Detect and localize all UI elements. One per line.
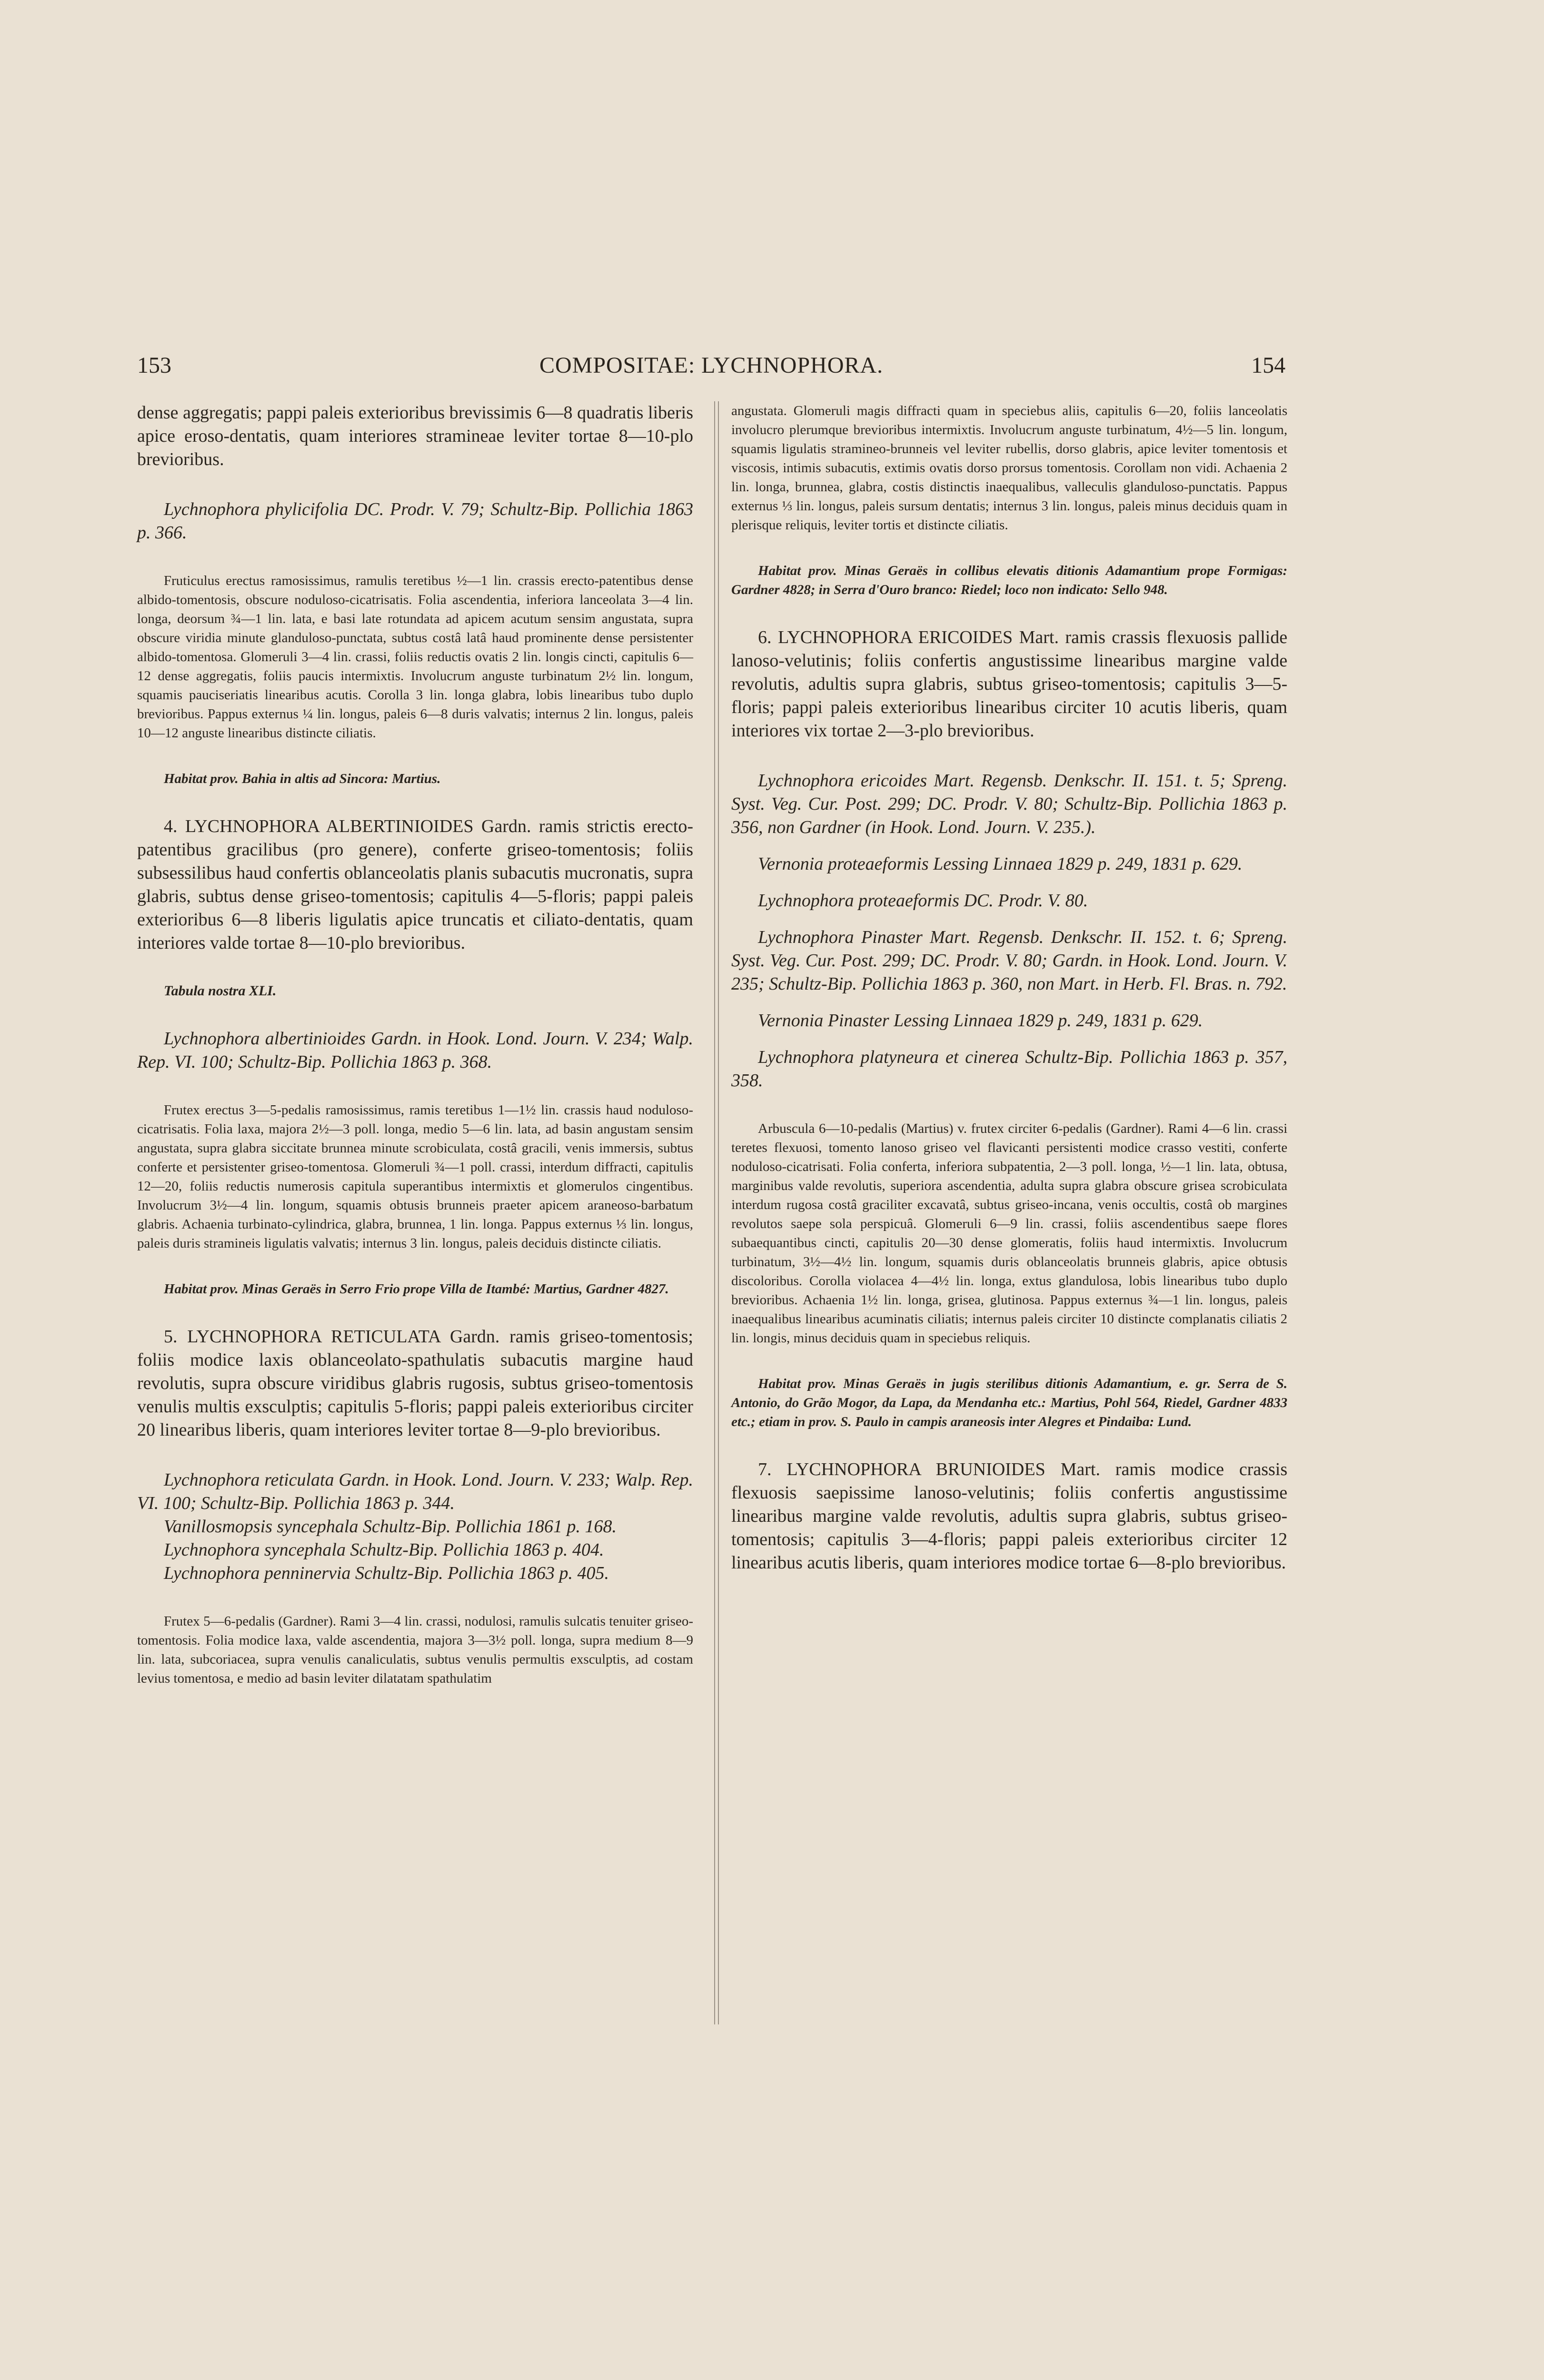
plate-reference: Tabula nostra XLI. <box>164 983 277 999</box>
habitat-note: Habitat prov. Minas Geraës in collibus elevatis ditionis Adamantium prope Formigas: Gardner 4828; in Serra d'Ouro branco: Riedel; loco non indicato: Sello 948. <box>731 563 1287 597</box>
species-description: Frutex erectus 3—5-pedalis ramosissimus, ramis teretibus 1—1½ lin. crassis haud noduloso-cicatrisatis. Folia laxa, majora 2½—3 poll. longa, medio 5—6 lin. lata, ad basin angustam sensim angustata, supra glabra siccitate brunnea minute scrobiculata, costâ gracili, venis immersis, subtus conferte et persistenter griseo-tomentosa. Glomeruli ¾—1 poll. crassi, interdum diffracti, capitulis 12—20, foliis reductis numerosis capitula superantibus intermixtis et glomerulos cingentibus. Involucrum 3½—4 lin. longum, squamis obtusis brunneis praeter apicem araneoso-barbatum glabris. Achaenia turbinato-cylindrica, glabra, brunnea, 1 lin. longa. Pappus externus ⅓ lin. longus, paleis duris stramineis ligulatis valvatis; internus 3 lin. longus, paleis deciduis distincte ciliatis. <box>137 1102 693 1251</box>
habitat-note: Habitat prov. Minas Geraës in Serro Frio prope Villa de Itambé: Martius, Gardner 4827. <box>164 1281 669 1297</box>
synonym-citation: Vernonia Pinaster Lessing Linnaea 1829 p. 249, 1831 p. 629. <box>758 1011 1203 1031</box>
species-diagnosis-4: 4. LYCHNOPHORA ALBERTINIOIDES Gardn. ramis strictis erecto-patentibus gracilibus (pro genere), conferte griseo-tomentosis; foliis subsessilibus haud confertis oblanceolatis planis subacutis mucronatis, supra glabris, subtus dense griseo-tomentosis; capitulis 4—5-floris; pappi paleis exterioribus 6—8 liberis ligulatis apice truncatis et ciliato-dentatis, quam interiores valde tortae 8—10-plo brevioribus. <box>137 816 693 953</box>
species-diagnosis-5: 5. LYCHNOPHORA RETICULATA Gardn. ramis griseo-tomentosis; foliis modice laxis oblanceolato-spathulatis subacutis margine haud revolutis, supra obscure viridibus glabris rugosis, subtus griseo-tomentosis venulis multis exsculptis; capitulis 5-floris; pappi paleis exterioribus circiter 20 linearibus liberis, quam interiores leviter tortae 8—9-plo brevioribus. <box>137 1327 693 1440</box>
species-description: Arbuscula 6—10-pedalis (Martius) v. frutex circiter 6-pedalis (Gardner). Rami 4—6 lin. crassi teretes flexuosi, tomento lanoso griseo vel flavicanti persistenti modice crasso vestiti, conferte noduloso-cicatrisati. Folia conferta, inferiora subpatentia, 2—3 poll. longa, ½—1 lin. lata, obtusa, marginibus valde revolutis, superiora ascendentia, adulta supra glabra obscure grisea scrobiculata interdum rugosa costâ graciliter excavatâ, subtus griseo-incana, venis occultis, costâ ob margines revolutos saepe sola perspicuâ. Glomeruli 6—9 lin. crassi, foliis ascendentibus saepe flores subaequantibus cincti, capitulis 20—30 dense glomeratis, foliis haud intermixtis. Involucrum turbinatum, 3½—4½ lin. longum, squamis duris oblanceolatis brunneis glabris, apice obtusis discoloribus. Corolla violacea 4—4½ lin. longa, extus glandulosa, lobis linearibus tubo duplo brevioribus. Achaenia 1½ lin. longa, grisea, glutinosa. Pappus externus ¾—1 lin. longus, paleis inaequalibus linearibus acuminatis ciliatis; internus paleis circiter 10 distincte complanatis ciliatis 2 lin. longis, minus deciduis quam in speciebus reliquis. <box>731 1121 1287 1346</box>
right-column <box>731 401 1287 1575</box>
synonym-citation: Lychnophora syncephala Schultz-Bip. Pollichia 1863 p. 404. <box>164 1540 604 1560</box>
page-number-left: 153 <box>137 353 171 378</box>
synonym-citation: Lychnophora Pinaster Mart. Regensb. Denkschr. II. 152. t. 6; Spreng. Syst. Veg. Cur. Post. 299; DC. Prodr. V. 80; Gardn. in Hook. Lond. Journ. V. 235; Schultz-Bip. Pollichia 1863 p. 360, non Mart. in Herb. Fl. Bras. n. 792. <box>731 927 1287 994</box>
synonym-citation: Lychnophora penninervia Schultz-Bip. Pollichia 1863 p. 405. <box>164 1563 609 1583</box>
synonym-citation: Lychnophora proteaeformis DC. Prodr. V. 80. <box>758 891 1088 911</box>
column-divider <box>714 401 719 2024</box>
species-diagnosis-6: 6. LYCHNOPHORA ERICOIDES Mart. ramis crassis flexuosis pallide lanoso-velutinis; foliis confertis angustissime linearibus margine valde revolutis, adultis supra glabris, subtus griseo-tomentosis; capitulis 3—5-floris; pappi paleis exterioribus linearibus circiter 10 acutis liberis, quam interiores vix tortae 2—3-plo brevioribus. <box>731 627 1287 741</box>
habitat-note: Habitat prov. Bahia in altis ad Sincora: Martius. <box>164 771 441 786</box>
synonym-citation: Lychnophora albertinioides Gardn. in Hook. Lond. Journ. V. 234; Walp. Rep. VI. 100; Schultz-Bip. Pollichia 1863 p. 368. <box>137 1029 693 1072</box>
synonym-citation: Vanillosmopsis syncephala Schultz-Bip. Pollichia 1861 p. 168. <box>164 1517 617 1537</box>
species-description: Fruticulus erectus ramosissimus, ramulis teretibus ½—1 lin. crassis erecto-patentibus dense albido-tomentosis, obscure noduloso-cicatrisatis. Folia ascendentia, inferiora lanceolata 3—4 lin. longa, deorsum ¾—1 lin. lata, e basi late rotundata ad apicem acutum sensim angustata, supra obscure viridia minute glanduloso-punctata, subtus costâ latâ haud prominente dense persistenter albido-tomentosa. Glomeruli 3—4 lin. crassi, foliis reductis ovatis 2 lin. longis cincti, capitulis 6—12 dense aggregatis, foliis paucis intermixtis. Involucrum anguste turbinatum 2½ lin. longum, squamis pauciseriatis linearibus acutis. Corolla 3 lin. longa glabra, lobis linearibus tubo duplo brevioribus. Pappus externus ¼ lin. longus, paleis 6—8 duris valvatis; internus 2 lin. longus, paleis 10—12 anguste linearibus distincte ciliatis. <box>137 573 693 741</box>
running-title: COMPOSITAE: LYCHNOPHORA. <box>539 353 884 378</box>
synonym-citation: Lychnophora ericoides Mart. Regensb. Denkschr. II. 151. t. 5; Spreng. Syst. Veg. Cur. Post. 299; DC. Prodr. V. 80; Schultz-Bip. Pollichia 1863 p. 356, non Gardner (in Hook. Lond. Journ. V. 235.). <box>731 771 1287 837</box>
synonym-citation: Lychnophora reticulata Gardn. in Hook. Lond. Journ. V. 233; Walp. Rep. VI. 100; Schultz-Bip. Pollichia 1863 p. 344. <box>137 1470 693 1513</box>
synonym-citation: Vernonia proteaeformis Lessing Linnaea 1829 p. 249, 1831 p. 629. <box>758 854 1243 874</box>
synonym-citation: Lychnophora platyneura et cinerea Schultz-Bip. Pollichia 1863 p. 357, 358. <box>731 1047 1287 1091</box>
page-number-right: 154 <box>1251 353 1285 378</box>
species-description: Frutex 5—6-pedalis (Gardner). Rami 3—4 lin. crassi, nodulosi, ramulis sulcatis tenuiter griseo-tomentosis. Folia modice laxa, valde ascendentia, majora 3—3½ poll. longa, supra medium 8—9 lin. lata, subcoriacea, supra venulis canaliculatis, subtus venulis permultis exsculptis, ad costam levius tomentosa, e medio ad basin leviter dilatatam spathulatim <box>137 1614 693 1686</box>
synonym-citation: Lychnophora phylicifolia DC. Prodr. V. 79; Schultz-Bip. Pollichia 1863 p. 366. <box>137 499 693 543</box>
left-column <box>137 401 693 1688</box>
species-diagnosis-7: 7. LYCHNOPHORA BRUNIOIDES Mart. ramis modice crassis flexuosis saepissime lanoso-velutinis; foliis confertis angustissime linearibus margine valde revolutis, adultis supra glabris, subtus griseo-tomentosis; capitulis 3—4-floris; pappi paleis exterioribus circiter 12 linearibus acutis liberis, quam interiores modice tortae 6—8-plo brevioribus. <box>731 1459 1287 1573</box>
habitat-note: Habitat prov. Minas Geraës in jugis sterilibus ditionis Adamantium, e. gr. Serra de S. Antonio, do Grão Mogor, da Lapa, da Mendanha etc.: Martius, Pohl 564, Riedel, Gardner 4833 etc.; etiam in prov. S. Paulo in campis araneosis inter Alegres et Pindaiba: Lund. <box>731 1376 1287 1429</box>
description-continuation: angustata. Glomeruli magis diffracti quam in speciebus aliis, capitulis 6—20, foliis lanceolatis involucro plerumque brevioribus intermixtis. Involucrum anguste turbinatum, 4½—5 lin. longum, squamis ligulatis stramineo-brunneis vel leviter rubellis, dorso glabris, apice leviter tomentosis et viscosis, intimis subacutis, extimis ovatis dorso prorsus tomentosis. Corollam non vidi. Achaenia 2 lin. longa, brunnea, glabra, costis distinctis inaequalibus, valleculis glanduloso-punctatis. Pappus externus ⅓ lin. longus, paleis sursum dentatis; internus 3 lin. longus, paleis minus deciduis quam in plerisque reliquis, leviter tortis et distincte ciliatis. <box>731 403 1287 533</box>
page-header <box>137 351 1285 385</box>
diagnosis-continuation: dense aggregatis; pappi paleis exterioribus brevissimis 6—8 quadratis liberis apice eroso-dentatis, quam interiores stramineae leviter tortae 8—10-plo brevioribus. <box>137 403 693 469</box>
